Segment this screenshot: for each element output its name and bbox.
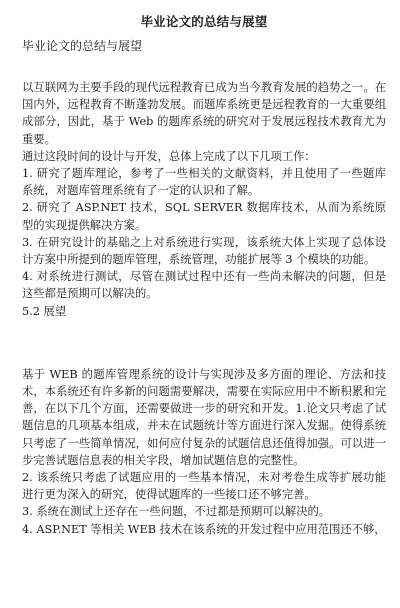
summary-lead: 通过这段时间的设计与开发，总体上完成了以下几项工作： (22, 149, 316, 163)
section-heading: 5.2 展望 (22, 304, 67, 318)
outlook-item: 3. 系统在测试上还存在一些问题，不过都是预期可以解决的。 (22, 505, 331, 519)
outlook-paragraph: 基于 WEB 的题库管理系统的设计与实现涉及多方面的理论、方法和技术，本系统还有许多新的问题需要解决，需要在实际应用中不断积累和完善，在以下几个方面，还需要做进一步的研究和开发。1.论文只考虑了试题信息的几项基本组成，并未在试题统计等方面进行深入发掘。使得系统只考虑了一些简单情况，如何应付复杂的试题信息还值得加强。可以进一步完善试题信息表的相关字段，增加试题信息的完整性。 (22, 367, 386, 467)
summary-item: 1. 研究了题库理论，参考了一些相关的文献资料，并且使用了一些题库系统，对题库管理系统有了一定的认识和了解。 (22, 167, 386, 198)
document-subtitle: 毕业论文的总结与展望 (22, 39, 143, 53)
summary-item: 4. 对系统进行测试，尽管在测试过程中还有一些尚未解决的问题，但是这些都是预期可以解决的。 (22, 270, 386, 301)
summary-item: 2. 研究了 ASP.NET 技术，SQL SERVER 数据库技术，从而为系统原型的实现提供解决方案。 (22, 201, 386, 232)
summary-item: 3. 在研究设计的基础之上对系统进行实现，该系统大体上实现了总体设计方案中所提到的题库管理，系统管理，功能扩展等 3 个模块的功能。 (22, 235, 386, 267)
intro-paragraph: 以互联网为主要手段的现代远程教育已成为当今教育发展的趋势之一。在国内外，远程教育不断蓬勃发展。而题库系统更是远程教育的一大重要组成部分，因此，基于 Web 的题库系统的研究对于发展远程技术教育尤为重要。 (22, 81, 386, 146)
document-title: 毕业论文的总结与展望 (140, 14, 268, 29)
outlook-item: 4. ASP.NET 等相关 WEB 技术在该系统的开发过程中应用范围还不够， (22, 522, 386, 536)
outlook-item: 2. 该系统只考虑了试题应用的一些基本情况，未对考卷生成等扩展功能进行更为深入的研究，使得试题库的一些接口还不够完善。 (22, 471, 386, 502)
